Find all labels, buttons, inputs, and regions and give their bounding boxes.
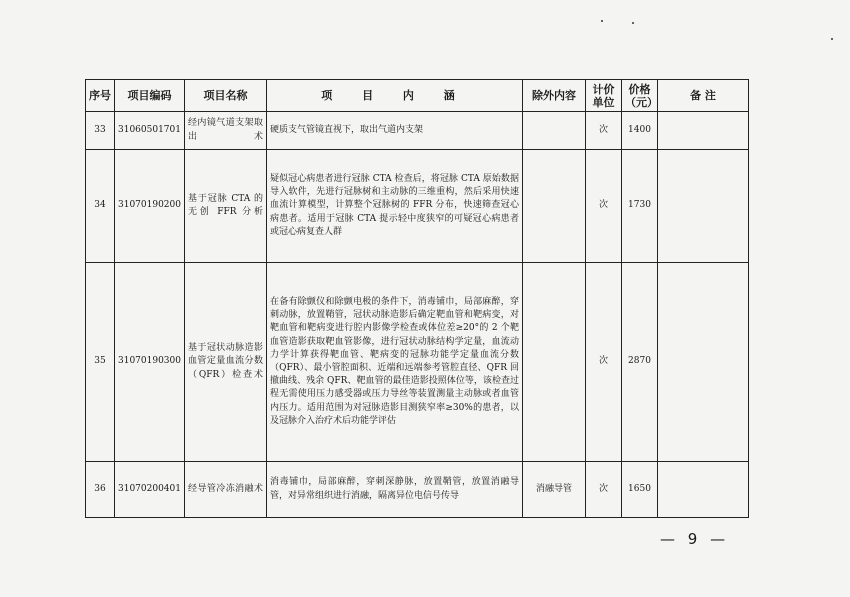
row-unit: 次 [586, 112, 622, 150]
table-header-row [86, 80, 749, 112]
row-name: 基于冠脉 CTA 的无创 FFR 分析 [185, 150, 267, 263]
header-price: 价格（元） [622, 80, 658, 112]
table-row [86, 263, 749, 462]
row-seq: 36 [86, 462, 115, 518]
header-name: 项目名称 [185, 80, 267, 112]
row-seq: 35 [86, 263, 115, 462]
row-excluded [523, 112, 586, 150]
header-excluded: 除外内容 [523, 80, 586, 112]
row-code: 31070190300 [115, 263, 185, 462]
header-content: 项 目 内 涵 [267, 80, 523, 112]
row-content: 硬质支气管镜直视下，取出气道内支架 [267, 112, 523, 150]
row-price: 1650 [622, 462, 658, 518]
table-row [86, 112, 749, 150]
scan-speck [632, 22, 634, 24]
row-price: 1400 [622, 112, 658, 150]
header-unit: 计价单位 [586, 80, 622, 112]
row-note [658, 150, 749, 263]
row-price: 1730 [622, 150, 658, 263]
row-code: 31060501701 [115, 112, 185, 150]
row-content: 消毒铺巾，局部麻醉，穿刺深静脉，放置鞘管，放置消融导管，对异常组织进行消融，隔离异位电信号传导 [267, 462, 523, 518]
scan-speck [831, 38, 833, 40]
row-seq: 34 [86, 150, 115, 263]
row-price: 2870 [622, 263, 658, 462]
header-note: 备 注 [658, 80, 749, 112]
fee-schedule-table [85, 79, 749, 518]
row-seq: 33 [86, 112, 115, 150]
header-code: 项目编码 [115, 80, 185, 112]
row-content: 在备有除颤仪和除颤电极的条件下，消毒铺巾，局部麻醉，穿刺动脉，放置鞘管，冠状动脉造影后确定靶血管和靶病变，对靶血管和靶病变进行腔内影像学检查或体位差≥20°的 2 个靶血管造影获取靶血管影像，进行冠状动脉结构学定量，血流动力学计算获得靶血管、靶病变的冠脉功能学定量血流分数（QFR）、最小管腔面积、近端和远端参考管腔直径、QFR 回撤曲线、残余 QFR、靶血管的最佳造影投照体位等，该检查过程无需使用压力感受器或压力导丝等装置测量主动脉或者血管内压力。适用范围为对冠脉造影目测狭窄率≥30%的患者，以及冠脉介入治疗术后功能学评估 [267, 263, 523, 462]
row-code: 31070200401 [115, 462, 185, 518]
row-name: 经导管冷冻消融术 [185, 462, 267, 518]
row-unit: 次 [586, 462, 622, 518]
row-name: 经内镜气道支架取出术 [185, 112, 267, 150]
row-excluded [523, 150, 586, 263]
table-row [86, 150, 749, 263]
row-note [658, 462, 749, 518]
row-code: 31070190200 [115, 150, 185, 263]
page-number: — 9 — [660, 530, 730, 548]
row-name: 基于冠状动脉造影血管定量血流分数（QFR）检查术 [185, 263, 267, 462]
row-note [658, 263, 749, 462]
header-seq: 序号 [86, 80, 115, 112]
row-unit: 次 [586, 263, 622, 462]
row-excluded: 消融导管 [523, 462, 586, 518]
row-excluded [523, 263, 586, 462]
row-unit: 次 [586, 150, 622, 263]
row-content: 疑似冠心病患者进行冠脉 CTA 检查后，将冠脉 CTA 原始数据导入软件，先进行冠脉树和主动脉的三维重构，然后采用快速血流计算模型，计算整个冠脉树的 FFR 分布，快速筛查冠心病患者。适用于冠脉 CTA 提示轻中度狭窄的可疑冠心病患者或冠心病复查人群 [267, 150, 523, 263]
table-row [86, 462, 749, 518]
scan-speck [601, 20, 603, 22]
row-note [658, 112, 749, 150]
